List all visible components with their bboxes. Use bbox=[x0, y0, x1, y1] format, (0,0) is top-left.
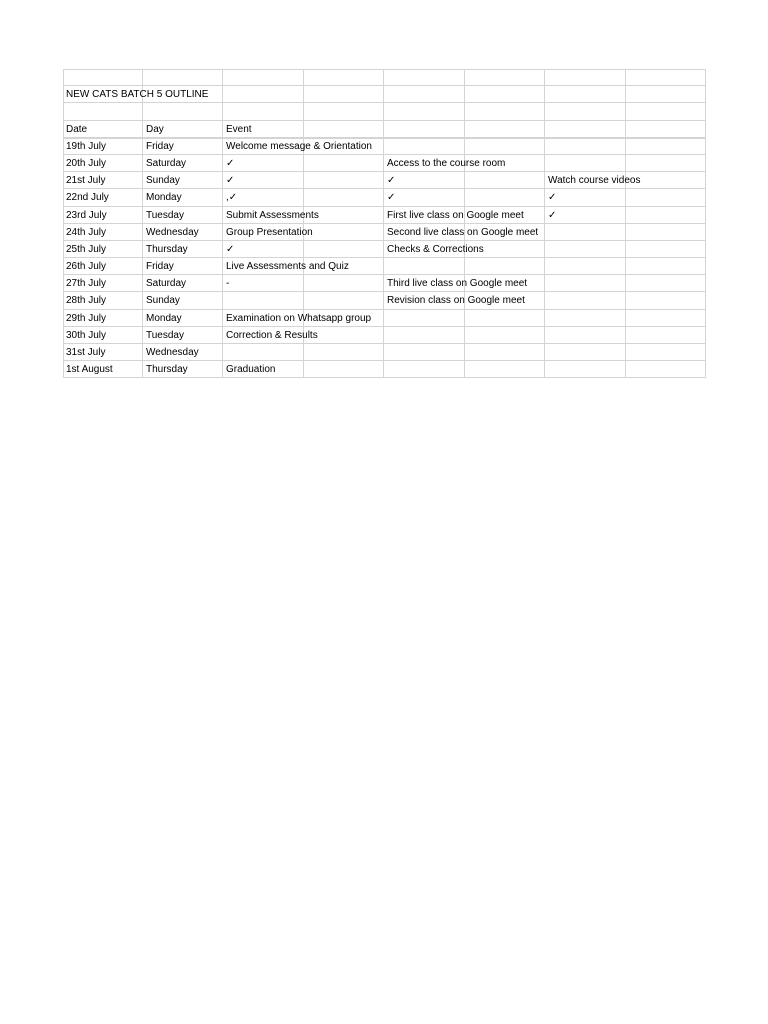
event-cell: Examination on Whatsapp group bbox=[226, 312, 372, 324]
activity-cell: ✓ bbox=[387, 192, 396, 204]
event-cell: Graduation bbox=[226, 364, 276, 376]
cell[interactable] bbox=[304, 103, 384, 120]
cell[interactable] bbox=[304, 155, 384, 172]
day-cell: Sunday bbox=[146, 175, 180, 187]
activity-cell: Second live class on Google meet bbox=[387, 226, 539, 238]
title-row bbox=[63, 86, 706, 103]
extra-activity-cell: ✓ bbox=[548, 209, 557, 221]
cell[interactable] bbox=[63, 69, 143, 86]
sheet-title: NEW CATS BATCH 5 OUTLINE bbox=[66, 89, 209, 101]
cell[interactable] bbox=[545, 86, 626, 103]
cell[interactable] bbox=[384, 361, 465, 378]
cell[interactable] bbox=[465, 327, 545, 344]
day-cell: Monday bbox=[146, 312, 182, 324]
day-cell: Tuesday bbox=[146, 209, 184, 221]
date-cell: 19th July bbox=[66, 140, 107, 152]
cell[interactable] bbox=[384, 189, 465, 206]
event-cell: ,✓ bbox=[226, 192, 238, 204]
day-cell: Monday bbox=[146, 192, 182, 204]
event-cell: Live Assessments and Quiz bbox=[226, 261, 349, 273]
day-cell: Friday bbox=[146, 140, 174, 152]
event-cell: ✓ bbox=[226, 175, 235, 187]
cell[interactable] bbox=[626, 138, 706, 155]
cell[interactable] bbox=[384, 258, 465, 275]
cell[interactable] bbox=[304, 361, 384, 378]
day-cell: Friday bbox=[146, 261, 174, 273]
table-row bbox=[63, 172, 706, 189]
cell[interactable] bbox=[626, 258, 706, 275]
table-row bbox=[63, 344, 706, 361]
spreadsheet-grid bbox=[63, 69, 706, 378]
table-row bbox=[63, 241, 706, 258]
cell[interactable] bbox=[626, 224, 706, 241]
cell[interactable] bbox=[143, 69, 223, 86]
event-cell: Submit Assessments bbox=[226, 209, 319, 221]
cell[interactable] bbox=[304, 275, 384, 292]
activity-cell: Access to the course room bbox=[387, 157, 506, 169]
date-cell: 23rd July bbox=[66, 209, 107, 221]
date-cell: 31st July bbox=[66, 347, 106, 358]
cell[interactable] bbox=[626, 344, 706, 361]
cell[interactable] bbox=[223, 103, 304, 120]
cell[interactable] bbox=[545, 361, 626, 378]
table-row bbox=[63, 224, 706, 241]
day-cell: Wednesday bbox=[146, 347, 199, 358]
cell[interactable] bbox=[626, 69, 706, 86]
cell[interactable] bbox=[223, 241, 304, 258]
cell[interactable] bbox=[223, 69, 304, 86]
cell[interactable] bbox=[384, 138, 465, 155]
cell[interactable] bbox=[626, 241, 706, 258]
cell[interactable] bbox=[465, 258, 545, 275]
table-row bbox=[63, 138, 706, 155]
cell[interactable] bbox=[465, 103, 545, 120]
table-row bbox=[63, 189, 706, 206]
table-row bbox=[63, 361, 706, 378]
cell[interactable] bbox=[465, 121, 545, 138]
day-cell: Sunday bbox=[146, 295, 180, 307]
cell[interactable] bbox=[545, 189, 626, 206]
date-cell: 22nd July bbox=[66, 192, 109, 204]
cell[interactable] bbox=[384, 344, 465, 361]
cell[interactable] bbox=[626, 275, 706, 292]
cell[interactable] bbox=[545, 103, 626, 120]
date-cell: 30th July bbox=[66, 329, 107, 341]
cell[interactable] bbox=[223, 292, 304, 309]
cell[interactable] bbox=[465, 86, 545, 103]
cell[interactable] bbox=[545, 155, 626, 172]
event-cell: - bbox=[226, 278, 230, 290]
cell[interactable] bbox=[545, 327, 626, 344]
cell[interactable] bbox=[384, 103, 465, 120]
day-cell: Thursday bbox=[146, 243, 188, 255]
cell[interactable] bbox=[223, 155, 304, 172]
cell[interactable] bbox=[545, 224, 626, 241]
cell[interactable] bbox=[545, 292, 626, 309]
cell[interactable] bbox=[223, 172, 304, 189]
day-cell: Saturday bbox=[146, 278, 187, 290]
cell[interactable] bbox=[384, 327, 465, 344]
cell[interactable] bbox=[626, 310, 706, 327]
event-cell: ✓ bbox=[226, 157, 235, 169]
table-row bbox=[63, 207, 706, 224]
date-cell: 28th July bbox=[66, 295, 107, 307]
table-row bbox=[63, 275, 706, 292]
cell[interactable] bbox=[143, 103, 223, 120]
event-cell: Correction & Results bbox=[226, 329, 318, 341]
cell[interactable] bbox=[545, 121, 626, 138]
activity-cell: Third live class on Google meet bbox=[387, 278, 528, 290]
cell[interactable] bbox=[545, 310, 626, 327]
cell[interactable] bbox=[384, 86, 465, 103]
cell[interactable] bbox=[626, 121, 706, 138]
cell[interactable] bbox=[384, 172, 465, 189]
date-cell: 20th July bbox=[66, 157, 107, 169]
cell[interactable] bbox=[465, 189, 545, 206]
cell[interactable] bbox=[223, 275, 304, 292]
cell[interactable] bbox=[465, 172, 545, 189]
date-cell: 26th July bbox=[66, 261, 107, 273]
cell[interactable] bbox=[304, 292, 384, 309]
cell[interactable] bbox=[465, 69, 545, 86]
cell[interactable] bbox=[304, 241, 384, 258]
date-cell: 21st July bbox=[66, 175, 106, 187]
event-cell: Welcome message & Orientation bbox=[226, 140, 372, 152]
cell[interactable] bbox=[304, 189, 384, 206]
cell[interactable] bbox=[304, 224, 384, 241]
empty-row bbox=[63, 103, 706, 120]
cell[interactable] bbox=[626, 361, 706, 378]
cell[interactable] bbox=[465, 344, 545, 361]
table-row bbox=[63, 310, 706, 327]
event-cell: Group Presentation bbox=[226, 226, 313, 238]
header-event: Event bbox=[226, 123, 252, 135]
cell[interactable] bbox=[626, 103, 706, 120]
date-cell: 25th July bbox=[66, 243, 107, 255]
cell[interactable] bbox=[626, 292, 706, 309]
table-row bbox=[63, 292, 706, 309]
cell[interactable] bbox=[384, 69, 465, 86]
header-day: Day bbox=[146, 123, 164, 135]
empty-row bbox=[63, 69, 706, 86]
extra-activity-cell: Watch course videos bbox=[548, 175, 641, 187]
cell[interactable] bbox=[63, 103, 143, 120]
cell[interactable] bbox=[384, 310, 465, 327]
header-date: Date bbox=[66, 123, 88, 135]
date-cell: 29th July bbox=[66, 312, 107, 324]
cell[interactable] bbox=[223, 344, 304, 361]
cell[interactable] bbox=[465, 138, 545, 155]
day-cell: Saturday bbox=[146, 157, 187, 169]
activity-cell: Revision class on Google meet bbox=[387, 295, 525, 307]
event-cell: ✓ bbox=[226, 243, 235, 255]
cell[interactable] bbox=[465, 310, 545, 327]
cell[interactable] bbox=[304, 344, 384, 361]
table-row bbox=[63, 258, 706, 275]
cell[interactable] bbox=[545, 275, 626, 292]
cell[interactable] bbox=[304, 86, 384, 103]
cell[interactable] bbox=[545, 258, 626, 275]
date-cell: 24th July bbox=[66, 226, 107, 238]
day-cell: Wednesday bbox=[146, 226, 199, 238]
cell[interactable] bbox=[384, 121, 465, 138]
extra-activity-cell: ✓ bbox=[548, 192, 557, 204]
cell[interactable] bbox=[626, 86, 706, 103]
cell[interactable] bbox=[545, 138, 626, 155]
cell[interactable] bbox=[304, 172, 384, 189]
cell[interactable] bbox=[545, 344, 626, 361]
cell[interactable] bbox=[304, 69, 384, 86]
cell[interactable] bbox=[626, 189, 706, 206]
table-row bbox=[63, 155, 706, 172]
cell[interactable] bbox=[626, 207, 706, 224]
cell[interactable] bbox=[304, 121, 384, 138]
cell[interactable] bbox=[545, 241, 626, 258]
cell[interactable] bbox=[545, 207, 626, 224]
cell[interactable] bbox=[223, 86, 304, 103]
data-rows bbox=[63, 138, 706, 379]
activity-cell: Checks & Corrections bbox=[387, 243, 484, 255]
activity-cell: First live class on Google meet bbox=[387, 209, 524, 221]
date-cell: 27th July bbox=[66, 278, 107, 290]
header-row bbox=[63, 121, 706, 138]
date-cell: 1st August bbox=[66, 364, 113, 376]
day-cell: Thursday bbox=[146, 364, 188, 376]
activity-cell: ✓ bbox=[387, 175, 396, 187]
cell[interactable] bbox=[626, 327, 706, 344]
cell[interactable] bbox=[465, 361, 545, 378]
cell[interactable] bbox=[626, 155, 706, 172]
cell[interactable] bbox=[545, 69, 626, 86]
day-cell: Tuesday bbox=[146, 329, 184, 341]
table-row bbox=[63, 327, 706, 344]
